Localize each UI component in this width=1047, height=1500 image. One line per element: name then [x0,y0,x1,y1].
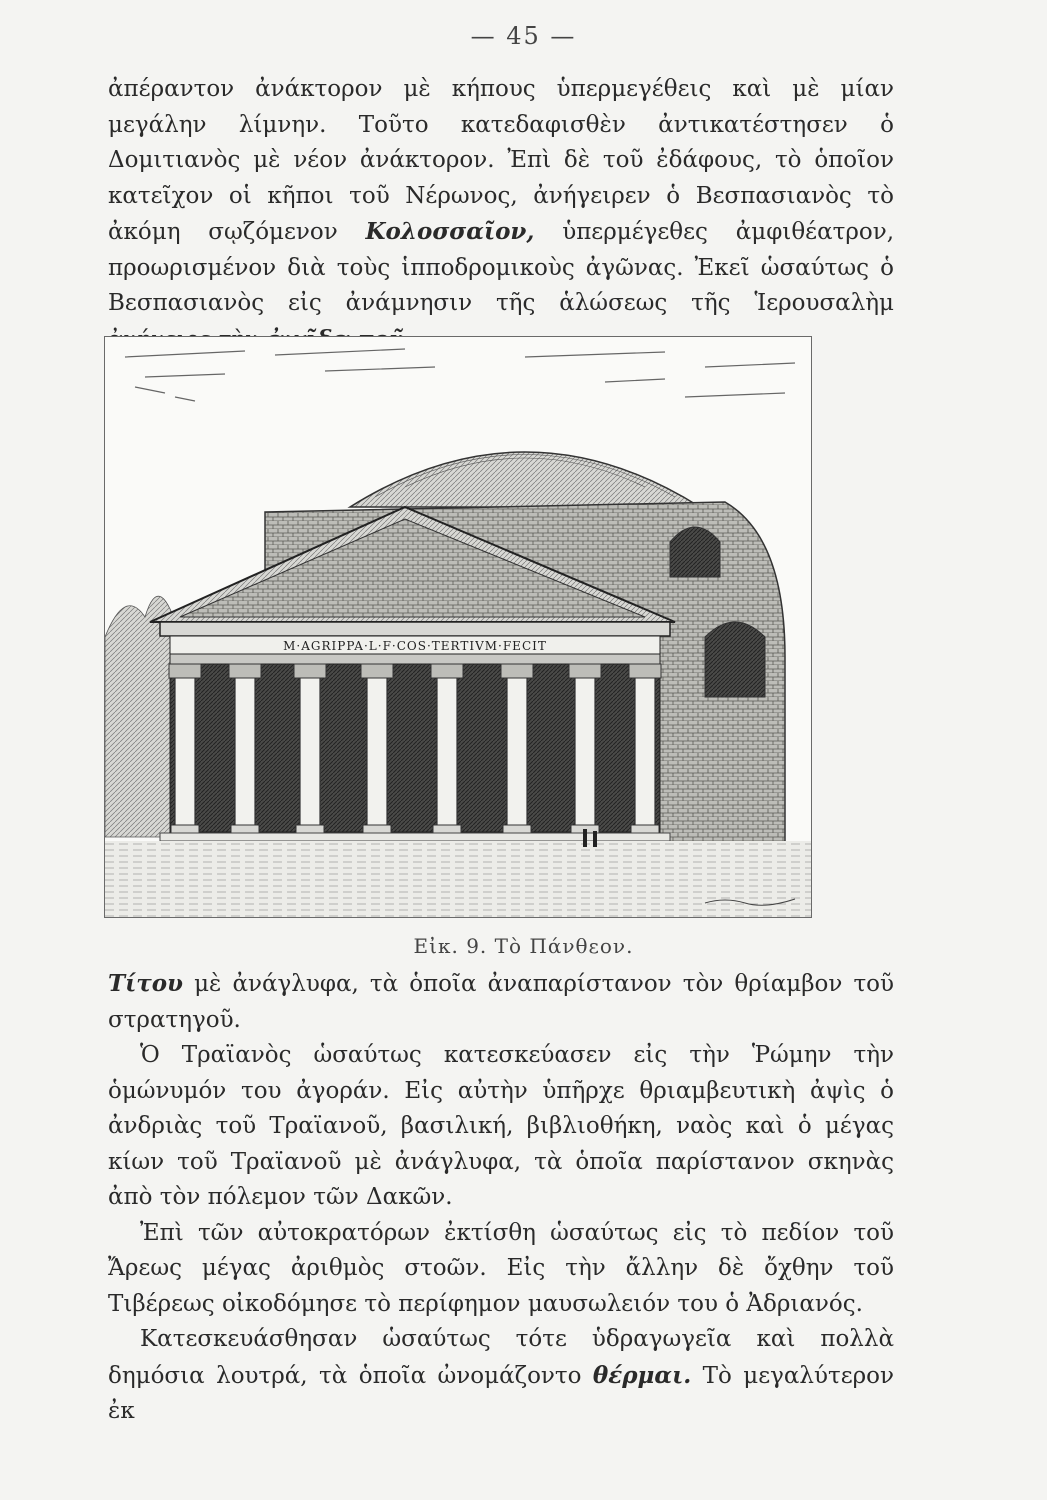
column [437,677,457,827]
column [507,677,527,827]
term-thermai: θέρμαι. [592,1361,692,1389]
term-titus: Τίτου [108,970,184,997]
column [575,677,595,827]
paragraph-top-text-1: ἀπέραντον ἀνάκτορον μὲ κήπους ὑπερμεγέθεις καὶ μὲ μίαν μεγάλην λίμνην. Τοῦτο κατεδαφισθὲν ἀντικατέστησεν ὁ Δομιτιανὸς μὲ νέον ἀνάκτορον. Ἐπὶ δὲ τοῦ ἐδάφους, τὸ ὁποῖον κατεῖχον οἱ κῆποι τοῦ Νέρωνος, ἀνήγειρεν ὁ Βεσπασιανὸς τὸ ἀκόμη σῳζόμενον [108,76,894,245]
column [635,677,655,827]
paragraph-2: Ὁ Τραϊανὸς ὡσαύτως κατεσκεύασεν εἰς τὴν Ῥώμην τὴν ὁμώνυμόν του ἀγοράν. Εἰς αὐτὴν ὑπῆρχε θριαμβευτικὴ ἀψὶς ὁ ἀνδριὰς τοῦ Τραϊανοῦ, βασιλική, βιβλιοθήκη, ναὸς καὶ ὁ μέγας κίων τοῦ Τραϊανοῦ μὲ ἀνάγλυφα, τὰ ὁποῖα παρίστανον σκηνὰς ἀπὸ τὸν πόλεμον τῶν Δακῶν. [108,1042,894,1210]
page-number: — 45 — [470,22,577,50]
column [300,677,320,827]
column [367,677,387,827]
figure-caption: Εἰκ. 9. Τὸ Πάνθεον. [413,934,634,958]
paragraph-4-text-2: Τὸ μεγαλύτερον ἐκ [108,1362,894,1424]
frieze-inscription: M·AGRIPPA·L·F·COS·TERTIVM·FECIT [283,639,547,653]
cornice [160,622,670,636]
pantheon-illustration [104,336,812,918]
body-text [108,966,894,1430]
dome [350,452,700,507]
paragraph-3: Ἐπὶ τῶν αὐτοκρατόρων ἐκτίσθη ὡσαύτως εἰς τὸ πεδίον τοῦ Ἄρεως μέγας ἀριθμὸς στοῶν. Εἰς τὴν ἄλλην δὲ ὄχθην τοῦ Τιβέρεως οἰκοδόμησε τὸ περίφημον μαυσωλειόν του ὁ Ἀδριανός. [108,1219,894,1317]
term-colosseum: Κολοσσαῖον, [365,218,535,245]
paragraph-1-text: μὲ ἀνάγλυφα, τὰ ὁποῖα ἀναπαρίστανον τὸν θρίαμβον τοῦ στρατηγοῦ. [108,971,894,1033]
paragraph-top [108,72,894,358]
piazza-ground [105,841,811,917]
paragraph-top-text-2: ὑπερμέγεθες ἀμφιθέατρον, προωρισμένον διὰ τοὺς ἱπποδρομικοὺς ἀγῶνας. Ἐκεῖ ὡσαύτως ὁ Βεσπασιανὸς εἰς ἀνάμνησιν τῆς ἁλώσεως τῆς Ἱερουσαλὴμ [108,219,895,316]
column [175,677,195,827]
architrave [170,654,660,664]
rotunda-arch-upper [670,527,720,577]
paragraph-4-text-1: Κατεσκευάσθησαν ὡσαύτως τότε ὑδραγωγεῖα καὶ πολλὰ δημόσια λουτρά, τὰ ὁποῖα ὠνομάζοντο [108,1326,894,1389]
column [235,677,255,827]
sky-hatching [125,349,795,401]
rotunda-arch-lower [705,622,765,697]
